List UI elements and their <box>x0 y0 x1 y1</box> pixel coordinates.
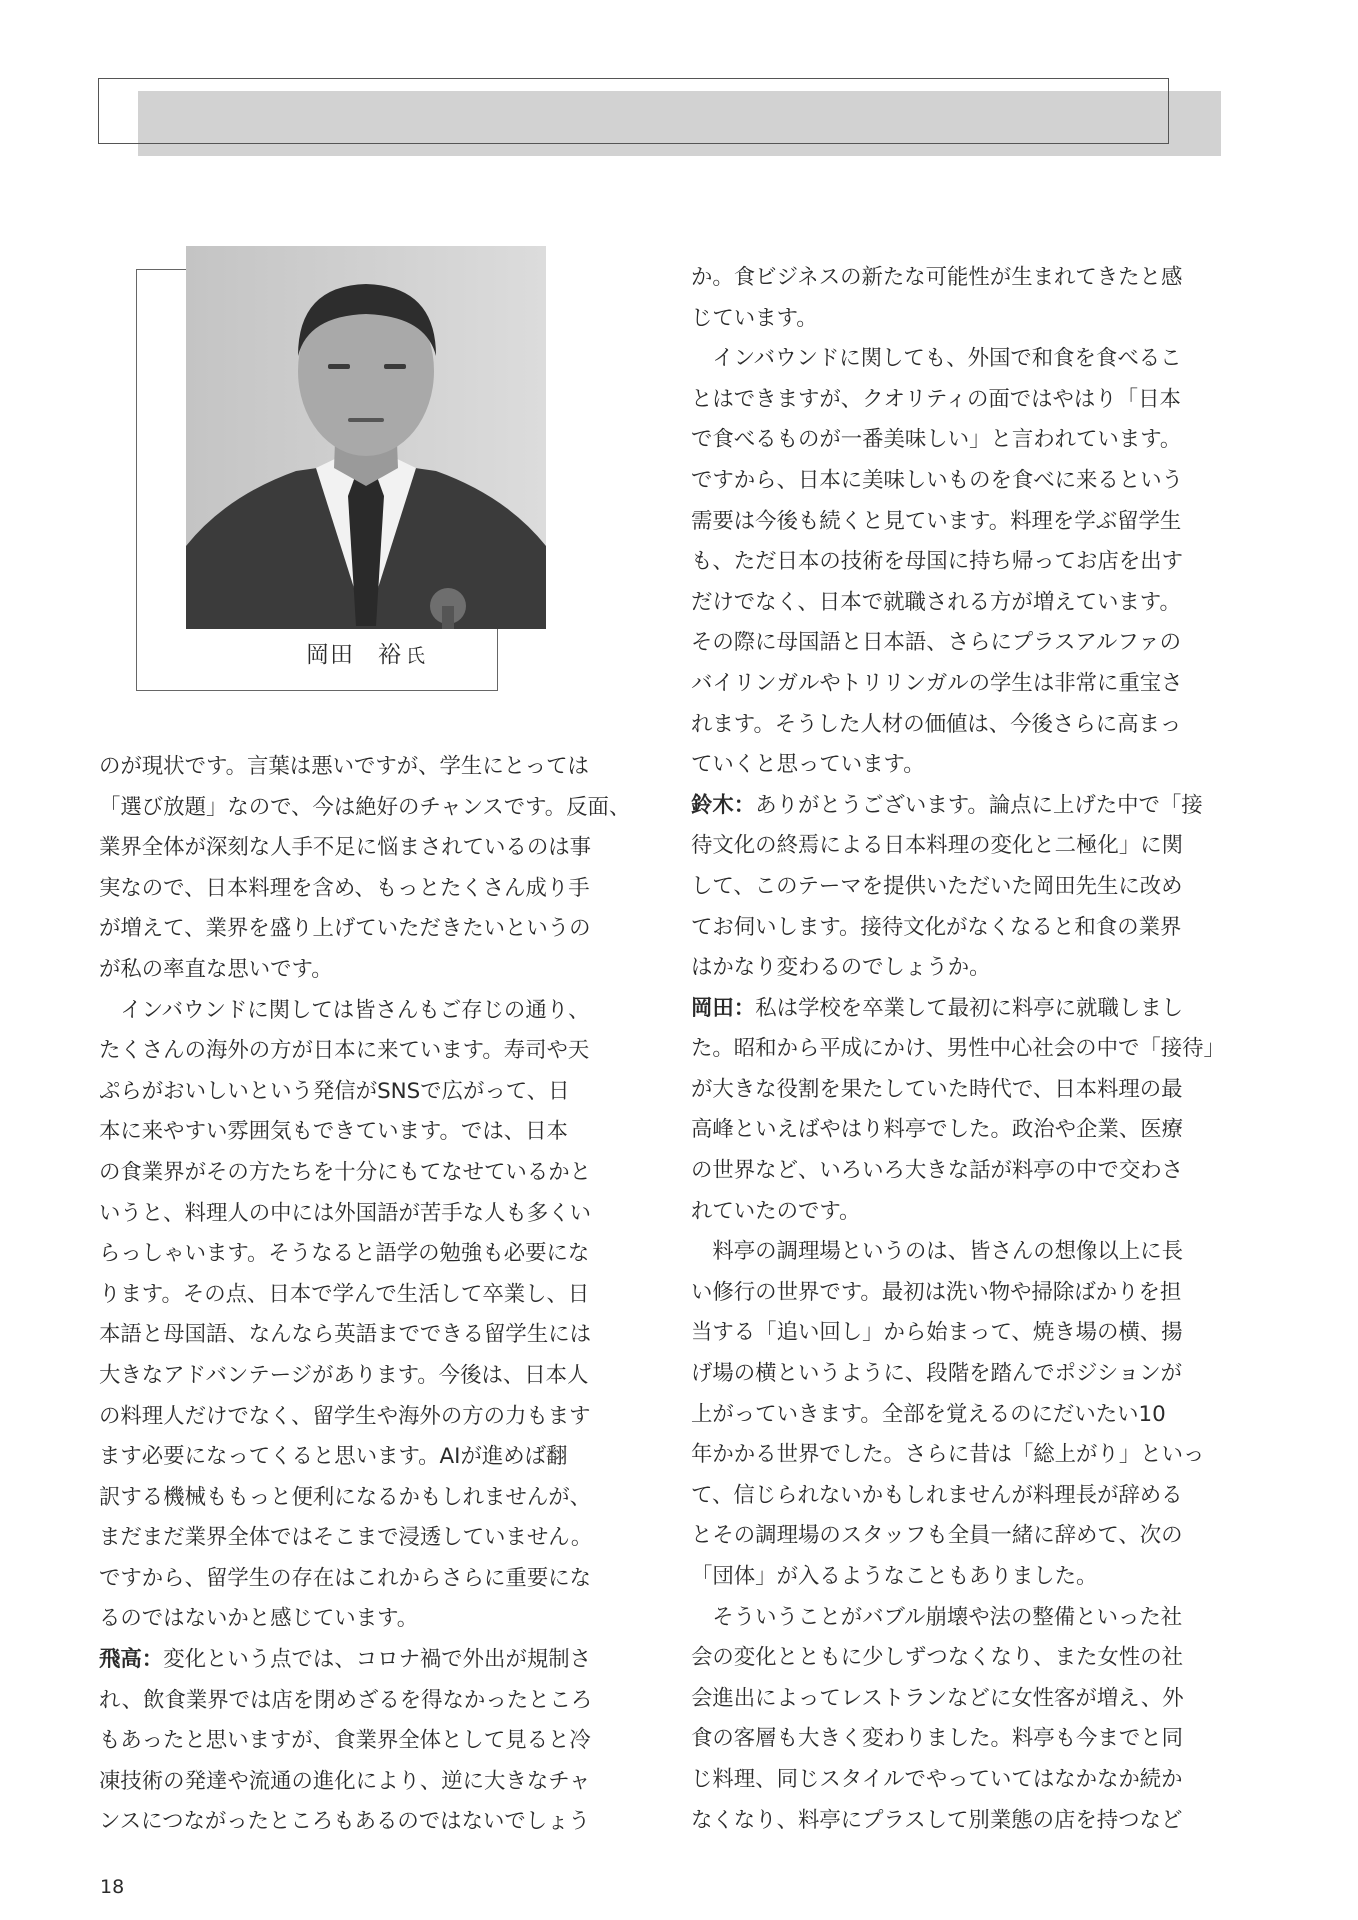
line-text: だけでなく、日本で就職される方が増えています。 <box>691 589 1181 615</box>
text-line <box>691 542 1219 583</box>
line-text: れます。そうした人材の価値は、今後さらに高まっ <box>691 711 1182 737</box>
text-line <box>691 380 1219 421</box>
text-line <box>99 828 627 869</box>
text-line <box>99 1112 627 1153</box>
line-text: インバウンドに関しても、外国で和食を食べるこ <box>691 346 1182 372</box>
text-line <box>99 1599 627 1640</box>
text-line <box>691 1598 1219 1639</box>
line-text: るのではないかと感じています。 <box>99 1606 419 1632</box>
text-line <box>691 1273 1219 1314</box>
text-line <box>99 1559 627 1600</box>
line-text: ですから、留学生の存在はこれからさらに重要にな <box>99 1565 591 1591</box>
text-line <box>691 1516 1219 1557</box>
line-text: てお伺いします。接待文化がなくなると和食の業界 <box>691 914 1182 940</box>
text-line <box>99 869 627 910</box>
text-line <box>99 1356 627 1397</box>
line-text: の世界など、いろいろ大きな話が料亭の中で交わさ <box>691 1158 1183 1184</box>
text-line <box>691 664 1219 705</box>
text-line <box>99 1478 627 1519</box>
caption-name: 岡田 裕 <box>305 642 402 668</box>
line-text: 高峰といえばやはり料亭でした。政治や企業、医療 <box>691 1117 1183 1143</box>
line-text: はかなり変わるのでしょうか。 <box>691 955 991 981</box>
text-line <box>691 1476 1219 1517</box>
line-text: が大きな役割を果たしていた時代で、日本料理の最 <box>691 1076 1183 1102</box>
text-line <box>691 1151 1219 1192</box>
text-line <box>691 339 1219 380</box>
text-line <box>691 1801 1219 1842</box>
line-text: インバウンドに関しては皆さんもご存じの通り、 <box>99 997 590 1023</box>
line-text: ます必要になってくると思います。AIが進めば翻 <box>99 1444 568 1470</box>
line-text: ですから、日本に美味しいものを食べに来るという <box>691 467 1183 493</box>
text-line <box>691 1070 1219 1111</box>
text-line <box>691 1313 1219 1354</box>
text-line <box>99 1762 627 1803</box>
line-text: なくなり、料亭にプラスして別業態の店を持つなど <box>691 1807 1183 1833</box>
speaker-label: 鈴木： <box>691 792 756 818</box>
speaker-label: 飛高： <box>99 1647 164 1673</box>
portrait-photo <box>186 246 546 629</box>
text-line <box>691 908 1219 949</box>
text-line <box>99 1072 627 1113</box>
text-line <box>691 258 1219 299</box>
photo-caption <box>186 636 546 669</box>
page-number: 18 <box>100 1876 125 1898</box>
line-text: その際に母国語と日本語、さらにプラスアルファの <box>691 630 1182 656</box>
text-line <box>99 950 627 991</box>
right-text-column <box>691 258 1225 1841</box>
line-text: して、このテーマを提供いただいた岡田先生に改め <box>691 873 1183 899</box>
text-line <box>99 1721 627 1762</box>
line-text: まだまだ業界全体ではそこまで浸透していません。 <box>99 1525 593 1551</box>
line-text: 大きなアドバンテージがあります。今後は、日本人 <box>99 1362 589 1388</box>
line-text: とはできますが、クオリティの面ではやはり「日本 <box>691 386 1181 412</box>
text-line <box>99 1275 627 1316</box>
text-line <box>691 420 1219 461</box>
line-text: もあったと思いますが、食業界全体として見ると冷 <box>99 1728 591 1754</box>
speaker-label: 岡田： <box>691 995 756 1021</box>
text-line <box>691 1760 1219 1801</box>
caption-honorific: 氏 <box>405 645 426 667</box>
line-text: れていたのです。 <box>691 1198 861 1224</box>
text-line <box>99 1315 627 1356</box>
line-text: じ料理、同じスタイルでやっていてはなかなか続か <box>691 1766 1183 1792</box>
line-text: 年かかる世界でした。さらに昔は「総上がり」といっ <box>691 1442 1205 1468</box>
line-text: で食べるものが一番美味しい」と言われています。 <box>691 427 1182 453</box>
line-text: 訳する機械ももっと便利になるかもしれませんが、 <box>99 1484 591 1510</box>
line-text: 待文化の終焉による日本料理の変化と二極化」に関 <box>691 833 1183 859</box>
header-frame <box>98 78 1169 144</box>
text-line <box>691 867 1219 908</box>
line-text: らっしゃいます。そうなると語学の勉強も必要にな <box>99 1241 590 1267</box>
text-line <box>691 1435 1219 1476</box>
line-text: 当する「追い回し」から始まって、焼き場の横、揚 <box>691 1320 1183 1346</box>
line-text: 「選び放題」なので、今は絶好のチャンスです。反面、 <box>99 794 631 820</box>
text-line <box>99 1681 627 1722</box>
line-text: い修行の世界です。最初は洗い物や掃除ばかりを担 <box>691 1279 1182 1305</box>
text-line <box>691 1638 1219 1679</box>
text-line <box>691 745 1219 786</box>
line-text: とその調理場のスタッフも全員一緒に辞めて、次の <box>691 1523 1183 1549</box>
text-line <box>99 1153 627 1194</box>
text-line <box>691 1395 1219 1436</box>
line-text: が私の率直な思いです。 <box>99 956 333 982</box>
line-text: か。食ビジネスの新たな可能性が生まれてきたと感 <box>691 265 1183 290</box>
text-line <box>691 502 1219 543</box>
text-line <box>99 1031 627 1072</box>
text-line <box>691 948 1219 989</box>
line-text: バイリンガルやトリリンガルの学生は非常に重宝さ <box>691 670 1183 696</box>
text-line <box>99 747 627 788</box>
text-line <box>691 1110 1219 1151</box>
text-line <box>691 1192 1219 1233</box>
text-line <box>99 1234 627 1275</box>
line-text: 「団体」が入るようなこともありました。 <box>691 1564 1098 1589</box>
text-line <box>691 1232 1219 1273</box>
text-line <box>99 909 627 950</box>
line-text: ります。その点、日本で学んで生活して卒業し、日 <box>99 1281 590 1307</box>
text-line <box>691 461 1219 502</box>
text-line <box>99 1437 627 1478</box>
left-text-column <box>99 747 631 1843</box>
line-text: たくさんの海外の方が日本に来ています。寿司や天 <box>99 1038 590 1064</box>
line-text: 本に来やすい雰囲気もできています。では、日本 <box>99 1119 568 1145</box>
text-line <box>691 705 1219 746</box>
text-line <box>691 1354 1219 1395</box>
line-text: が増えて、業界を盛り上げていただきたいというの <box>99 916 591 942</box>
line-text: ンスにつながったところもあるのではないでしょう <box>99 1809 590 1835</box>
line-text: ぷらがおいしいという発信がSNSで広がって、日 <box>99 1078 570 1104</box>
text-line <box>99 1640 627 1681</box>
line-text: 料亭の調理場というのは、皆さんの想像以上に長 <box>691 1239 1183 1265</box>
line-text: 私は学校を卒業して最初に料亭に就職しまし <box>755 995 1184 1021</box>
text-line <box>691 583 1219 624</box>
line-text: 変化という点では、コロナ禍で外出が規制さ <box>163 1647 592 1673</box>
line-text: ていくと思っています。 <box>691 752 925 778</box>
line-text: いうと、料理人の中には外国語が苦手な人も多くい <box>99 1200 591 1226</box>
line-text: ありがとうございます。論点に上げた中で「接 <box>755 792 1203 818</box>
line-text: 会の変化とともに少しずつなくなり、また女性の社 <box>691 1645 1183 1671</box>
text-line <box>691 623 1219 664</box>
text-line <box>99 1194 627 1235</box>
text-line <box>99 991 627 1032</box>
line-text: 本語と母国語、なんなら英語までできる留学生には <box>99 1322 591 1348</box>
line-text: も、ただ日本の技術を母国に持ち帰ってお店を出す <box>691 549 1183 575</box>
line-text: の料理人だけでなく、留学生や海外の方の力もます <box>99 1403 591 1429</box>
line-text: て、信じられないかもしれませんが料理長が辞める <box>691 1482 1183 1508</box>
text-line <box>691 786 1219 827</box>
line-text: 実なので、日本料理を含め、もっとたくさん成り手 <box>99 875 590 901</box>
line-text: そういうことがバブル崩壊や法の整備といった社 <box>691 1604 1183 1630</box>
line-text: 上がっていきます。全部を覚えるのにだいたい10 <box>691 1401 1166 1427</box>
text-line <box>99 1397 627 1438</box>
text-line <box>99 1518 627 1559</box>
line-text: 凍技術の発達や流通の進化により、逆に大きなチャ <box>99 1768 591 1794</box>
text-line <box>691 1719 1219 1760</box>
text-line <box>691 1679 1219 1720</box>
text-line <box>99 788 631 829</box>
line-text: げ場の横というように、段階を踏んでポジションが <box>691 1361 1183 1387</box>
text-line <box>99 1802 627 1843</box>
line-text: 会進出によってレストランなどに女性客が増え、外 <box>691 1685 1184 1711</box>
line-text: 需要は今後も続くと見ています。料理を学ぶ留学生 <box>691 508 1182 534</box>
line-text: じています。 <box>691 305 818 331</box>
text-line <box>691 1029 1225 1070</box>
line-text: の食業界がその方たちを十分にもてなせているかと <box>99 1159 591 1185</box>
text-line <box>691 989 1219 1030</box>
line-text: 業界全体が深刻な人手不足に悩まされているのは事 <box>99 835 591 861</box>
portrait-illustration <box>186 246 546 629</box>
line-text: 食の客層も大きく変わりました。料亭も今までと同 <box>691 1726 1183 1752</box>
text-line <box>691 299 1219 340</box>
text-line <box>691 826 1219 867</box>
text-line <box>691 1557 1219 1598</box>
line-text: た。昭和から平成にかけ、男性中心社会の中で「接待」 <box>691 1036 1225 1062</box>
line-text: のが現状です。言葉は悪いですが、学生にとっては <box>99 754 589 779</box>
line-text: れ、飲食業界では店を閉めざるを得なかったところ <box>99 1687 593 1713</box>
